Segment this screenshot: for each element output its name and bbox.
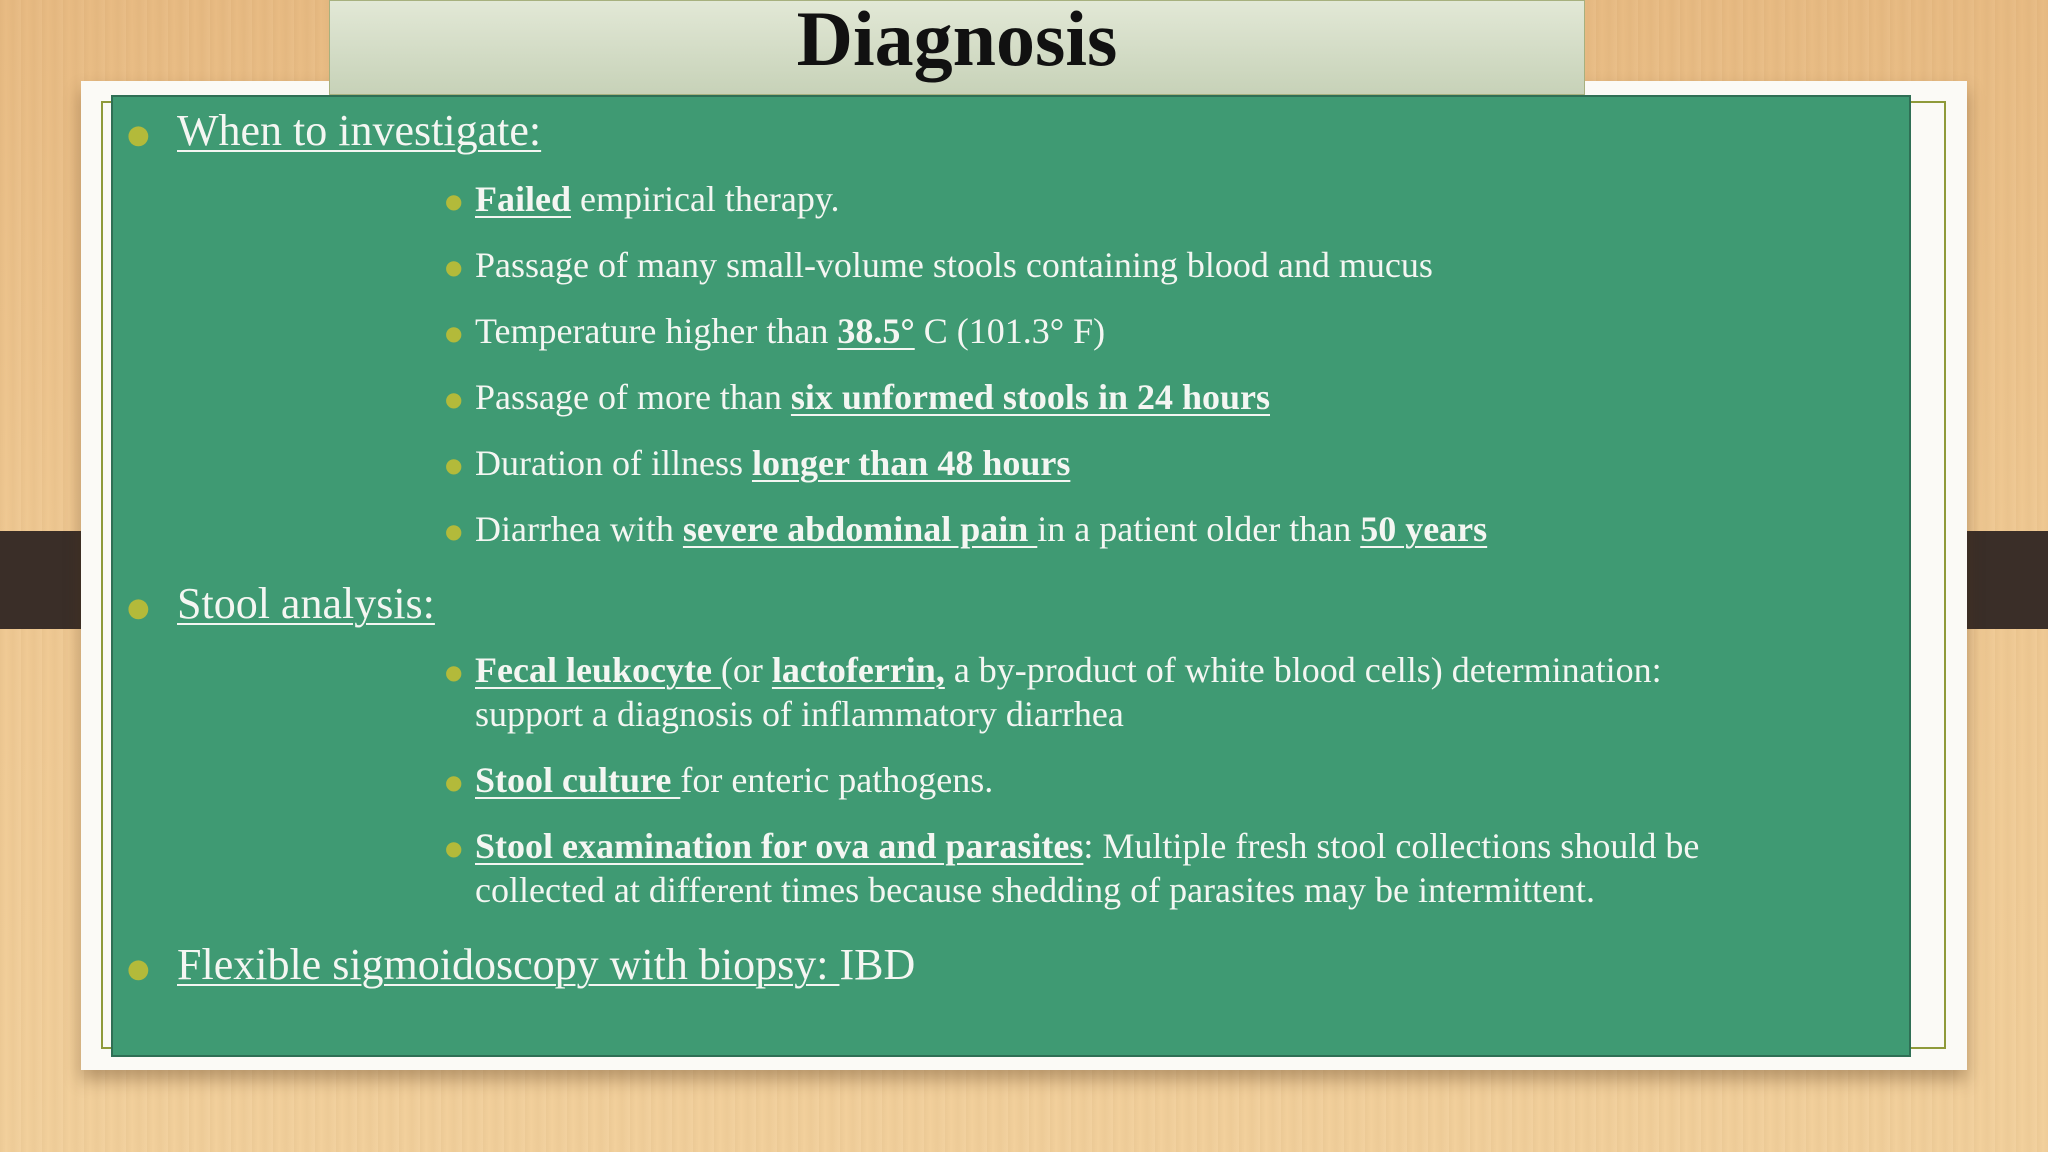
bullet-icon: ● bbox=[127, 954, 150, 984]
slide-title: Diagnosis bbox=[796, 0, 1118, 82]
bullet-icon: ● bbox=[445, 189, 463, 213]
bullet-icon: ● bbox=[127, 593, 150, 623]
bullet-icon: ● bbox=[445, 770, 463, 794]
bullet-icon: ● bbox=[445, 321, 463, 345]
bullet-icon: ● bbox=[445, 519, 463, 543]
bullet-icon: ● bbox=[445, 453, 463, 477]
title-bar bbox=[329, 0, 1585, 95]
bullet-icon: ● bbox=[445, 387, 463, 411]
bullet-icon: ● bbox=[445, 255, 463, 279]
content-panel: ● When to investigate: ● Failed empirical therapy. ● Passage of many small-volume stools containing blood and mucus ● Temperature higher than 38.5° C (101.3° F) ● Passage of more than six unformed stools in 24 hours ● Duration of illness longer than 48 hours ● Diarrhea with severe abdominal pain in a patient older than 50 years ● Stool analysis: ● Fecal leukocyte (or lactoferrin, a by-product of white blood cells) determination: support a diagnosis of inflammatory diarrhea ● Stool culture for enteric pathogens. ● Stool examination for ova and parasites: Multiple fresh stool collections should be collected at different times because shedding of parasites may be intermittent. ● Flexible sigmoidoscopy with biopsy: IBD bbox=[111, 95, 1911, 1057]
bullet-icon: ● bbox=[445, 836, 463, 860]
bullet-icon: ● bbox=[127, 120, 150, 150]
bullet-icon: ● bbox=[445, 660, 463, 684]
